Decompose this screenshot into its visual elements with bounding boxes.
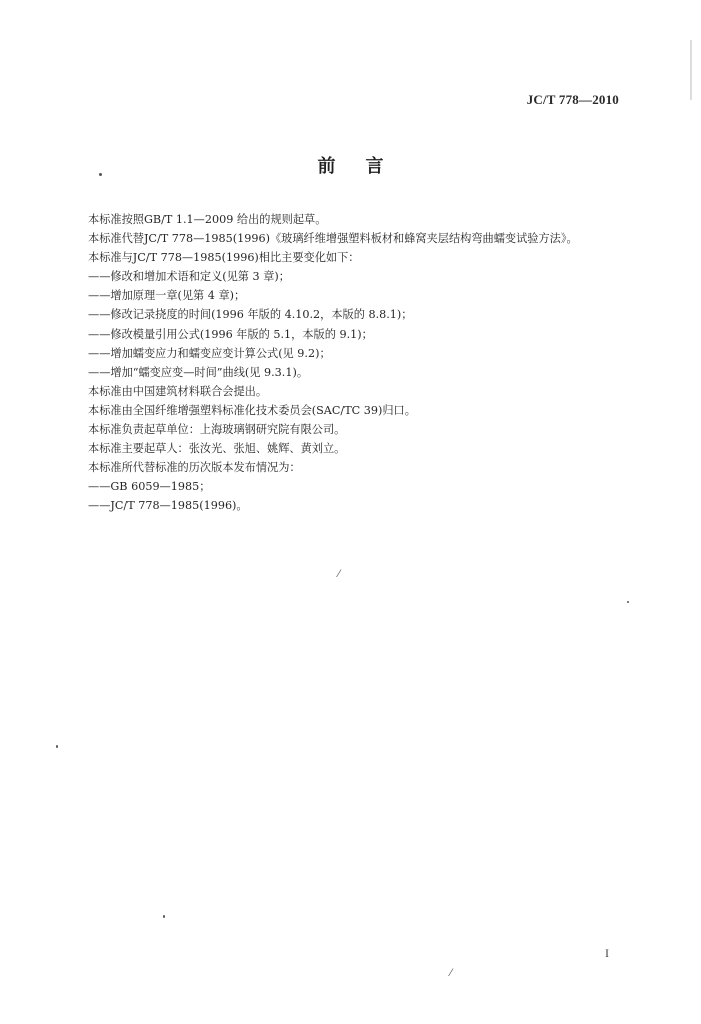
foreword-line: 本标准负责起草单位：上海玻璃钢研究院有限公司。 xyxy=(88,423,346,437)
scan-speck xyxy=(99,173,102,176)
foreword-body xyxy=(88,210,648,516)
foreword-line: ——JC/T 778—1985(1996)。 xyxy=(88,499,248,513)
foreword-line: 本标准与JC/T 778—1985(1996)相比主要变化如下： xyxy=(88,251,360,265)
scan-speck xyxy=(56,745,58,748)
scan-mark: ⁄ xyxy=(450,968,452,979)
foreword-line: ——修改和增加术语和定义(见第 3 章)； xyxy=(88,270,290,284)
foreword-line: ——修改模量引用公式(1996 年版的 5.1，本版的 9.1)； xyxy=(88,327,373,341)
foreword-line: 本标准按照GB/T 1.1—2009 给出的规则起草。 xyxy=(88,213,327,226)
foreword-line: ——增加“蠕变应变—时间”曲线(见 9.3.1)。 xyxy=(88,365,309,379)
page-title: 前言 xyxy=(317,156,414,177)
foreword-line: ——增加蠕变应力和蠕变应变计算公式(见 9.2)； xyxy=(88,346,331,360)
foreword-line: 本标准主要起草人：张汝光、张旭、姚辉、黄刘立。 xyxy=(88,442,346,456)
foreword-line: ——增加原理一章(见第 4 章)； xyxy=(88,289,246,303)
scan-speck xyxy=(163,915,165,918)
foreword-line: 本标准由中国建筑材料联合会提出。 xyxy=(88,384,268,398)
scan-speck xyxy=(627,601,629,603)
scan-speck xyxy=(690,40,692,100)
foreword-line: 本标准由全国纤维增强塑料标准化技术委员会(SAC/TC 39)归口。 xyxy=(88,403,416,417)
foreword-line: ——修改记录挠度的时间(1996 年版的 4.10.2，本版的 8.8.1)； xyxy=(88,308,413,322)
standard-code-header: JC/T 778—2010 xyxy=(526,92,619,107)
foreword-line: 本标准所代替标准的历次版本发布情况为： xyxy=(88,461,301,475)
page-number: I xyxy=(605,946,609,960)
scan-mark: ⁄ xyxy=(338,569,340,580)
foreword-line: ——GB 6059—1985； xyxy=(88,480,211,494)
foreword-line: 本标准代替JC/T 778—1985(1996)《玻璃纤维增强塑料板材和蜂窝夹层结构弯曲蠕变试验方法》。 xyxy=(88,232,578,246)
